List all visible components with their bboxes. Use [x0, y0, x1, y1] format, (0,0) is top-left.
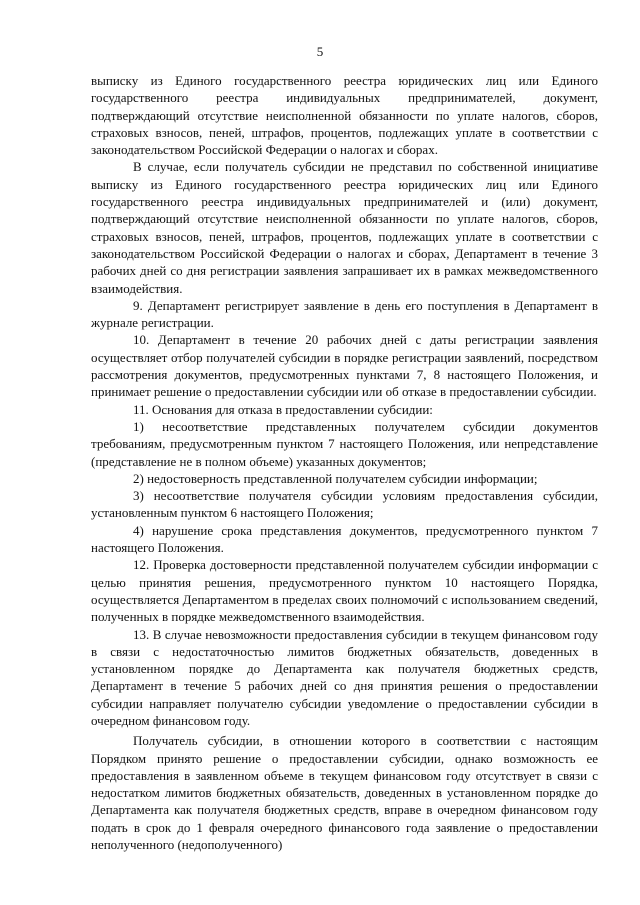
paragraph-continued: выписку из Единого государственного реестра юридических лиц или Единого государственного реестра индивидуальных предпринимателей, документ, подтверждающий отсутствие неисполненной обязанности по уплате налогов, сборов, страховых взносов, пеней, штрафов, процентов, подлежащих уплате в соответствии с законодательством Российской Федерации о налогах и сборах. — [91, 73, 598, 158]
paragraph-item-11-sub-1: 1) несоответствие представленных получателем субсидии документов требованиям, предусмотренным пунктом 7 настоящего Положения, или непредставление (представление не в полном объеме) указанных документов; — [91, 418, 598, 469]
paragraph-item-11-sub-4: 4) нарушение срока представления документов, предусмотренного пунктом 7 настоящего Положения. — [91, 522, 598, 556]
paragraph-next-year-request: Получатель субсидии, в отношении которого в соответствии с настоящим Порядком принято решение о предоставлении субсидии, однако возможность ее предоставления в заявленном объеме в текущем финансовом году отсутствует в связи с недостатком лимитов бюджетных обязательств, доведенных в установленном порядке до Департамента как получателя бюджетных средств, вправе в очередном финансовом году подать в срок до 1 февраля очередного финансового года заявление о предоставлении неполученного (недополученного) — [91, 733, 598, 853]
paragraph-item-11-sub-3: 3) несоответствие получателя субсидии условиям предоставления субсидии, установленным пунктом 6 настоящего Положения; — [91, 488, 598, 521]
paragraph-interagency-request: В случае, если получатель субсидии не представил по собственной инициативе выписку из Единого государственного реестра юридических лиц или Единого государственного реестра индивидуальных предпринимателей и (или) документ, подтверждающий отсутствие неисполненной обязанности по уплате налогов, сборов, страховых взносов, пеней, штрафов, процентов, подлежащих уплате в соответствии с законодательством Российской Федерации о налогах и сборах, Департамент в течение 3 рабочих дней со дня регистрации заявления запрашивает их в рамках межведомственного взаимодействия. — [91, 159, 598, 296]
paragraph-item-12: 12. Проверка достоверности представленной получателем субсидии информации с целью принятия решения, предусмотренного пунктом 10 настоящего Порядка, осуществляется Департаментом в пределах своих полномочий с использованием сведений, полученных в порядке межведомственного взаимодействия. — [91, 557, 598, 625]
page-number: 5 — [316, 44, 324, 59]
paragraph-item-10: 10. Департамент в течение 20 рабочих дней с даты регистрации заявления осуществляет отбор получателей субсидии в порядке регистрации заявлений, посредством рассмотрения документов, предусмотренных пунктами 7, 8 настоящего Положения, и принимает решение о предоставлении субсидии или об отказе в предоставлении субсидии. — [91, 332, 598, 400]
paragraph-item-13: 13. В случае невозможности предоставления субсидии в текущем финансовом году в связи с недостаточностью лимитов бюджетных обязательств, доведенных в установленном порядке до Департамента как получателя бюджетных средств, Департамент в течение 5 рабочих дней со дня принятия решения о предоставлении субсидии направляет получателю субсидии уведомление о предоставлении субсидии в очередном финансовом году. — [91, 626, 598, 728]
paragraph-item-11-sub-2: 2) недостоверность представленной получателем субсидии информации; — [133, 470, 538, 486]
paragraph-item-9: 9. Департамент регистрирует заявление в день его поступления в Департамент в журнале регистрации. — [91, 297, 598, 331]
document-body — [91, 72, 598, 853]
paragraph-item-11: 11. Основания для отказа в предоставлении субсидии: — [133, 401, 433, 417]
